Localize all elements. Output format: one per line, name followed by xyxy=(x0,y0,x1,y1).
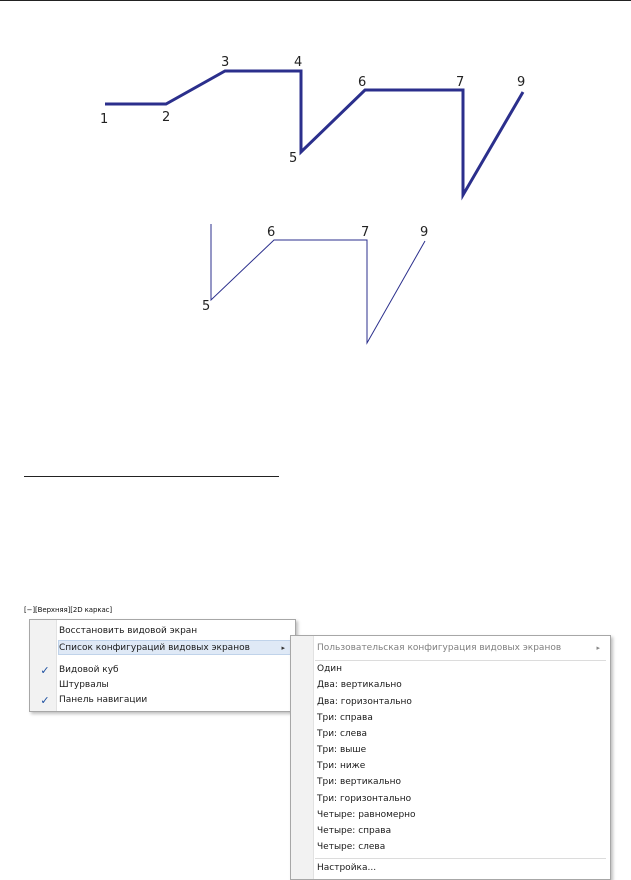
top-label-9: 9 xyxy=(517,75,526,90)
bottom-label-5: 5 xyxy=(202,299,211,314)
polyline-figures xyxy=(0,0,631,360)
top-label-1: 1 xyxy=(100,112,109,127)
submenu-item-three-above[interactable] xyxy=(315,743,366,758)
submenu-item-settings[interactable] xyxy=(315,861,376,876)
bottom-label-6: 6 xyxy=(267,225,276,240)
top-label-2: 2 xyxy=(162,110,171,125)
menu-item-label: Два: горизонтально xyxy=(317,697,412,707)
viewport-context-menu xyxy=(29,619,296,712)
menu-item-label: Три: слева xyxy=(317,729,368,739)
menu-item-label: Четыре: равномерно xyxy=(317,810,416,820)
menu-item-viewcube[interactable] xyxy=(40,663,295,678)
checkmark-icon: ✓ xyxy=(40,664,50,677)
menu-item-label: Штурвалы xyxy=(59,680,109,690)
top-label-7: 7 xyxy=(456,75,465,90)
menu-item-navigation-bar[interactable] xyxy=(40,693,295,708)
submenu-item-four-equal[interactable] xyxy=(315,808,416,823)
submenu-item-three-left[interactable] xyxy=(315,727,367,742)
top-label-5: 5 xyxy=(289,151,298,166)
submenu-item-two-vertical[interactable] xyxy=(315,678,402,693)
top-label-4: 4 xyxy=(294,55,303,70)
menu-item-viewport-configurations[interactable] xyxy=(58,640,292,655)
menu-item-label: Пользовательская конфигурация видовых экранов xyxy=(317,643,562,653)
menu-item-label: Два: вертикально xyxy=(317,680,402,690)
menu-separator xyxy=(315,858,606,859)
menu-item-label: Настройка... xyxy=(317,863,377,873)
submenu-item-three-right[interactable] xyxy=(315,711,373,726)
submenu-item-single[interactable] xyxy=(315,662,342,677)
submenu-item-three-horizontal[interactable] xyxy=(315,792,411,807)
polyline-bottom xyxy=(211,224,425,343)
menu-item-restore-viewport[interactable] xyxy=(57,624,295,639)
menu-item-label: Три: горизонтально xyxy=(317,794,412,804)
submenu-item-four-right[interactable] xyxy=(315,824,391,839)
menu-item-label: Три: выше xyxy=(317,745,367,755)
menu-item-label: Три: ниже xyxy=(317,761,366,771)
viewport-configurations-submenu xyxy=(290,635,611,880)
menu-item-label: Три: справа xyxy=(317,713,373,723)
submenu-arrow-icon: ▸ xyxy=(596,644,600,652)
bottom-label-7: 7 xyxy=(361,225,370,240)
menu-item-label: Четыре: справа xyxy=(317,826,392,836)
submenu-item-three-below[interactable] xyxy=(315,759,365,774)
viewport-controls-header[interactable]: [−][Верхняя][2D каркас] xyxy=(24,606,113,614)
footnote-rule xyxy=(24,476,279,477)
top-label-3: 3 xyxy=(221,55,230,70)
top-label-6: 6 xyxy=(358,75,367,90)
menu-item-label: Список конфигураций видовых экранов xyxy=(59,643,250,653)
submenu-arrow-icon: ▸ xyxy=(281,644,285,652)
menu-separator xyxy=(315,660,606,661)
menu-item-label: Видовой куб xyxy=(59,665,119,675)
checkmark-icon: ✓ xyxy=(40,694,50,707)
menu-gutter xyxy=(291,636,314,879)
menu-item-label: Четыре: слева xyxy=(317,842,386,852)
submenu-item-three-vertical[interactable] xyxy=(315,775,401,790)
submenu-item-two-horizontal[interactable] xyxy=(315,695,412,710)
menu-item-label: Один xyxy=(317,664,343,674)
submenu-item-custom-configuration[interactable] xyxy=(315,641,606,656)
menu-item-label: Три: вертикально xyxy=(317,777,401,787)
menu-item-label: Восстановить видовой экран xyxy=(59,626,198,636)
bottom-label-9: 9 xyxy=(420,225,429,240)
menu-item-steering-wheels[interactable] xyxy=(57,678,295,693)
menu-item-label: Панель навигации xyxy=(59,695,148,705)
submenu-item-four-left[interactable] xyxy=(315,840,385,855)
